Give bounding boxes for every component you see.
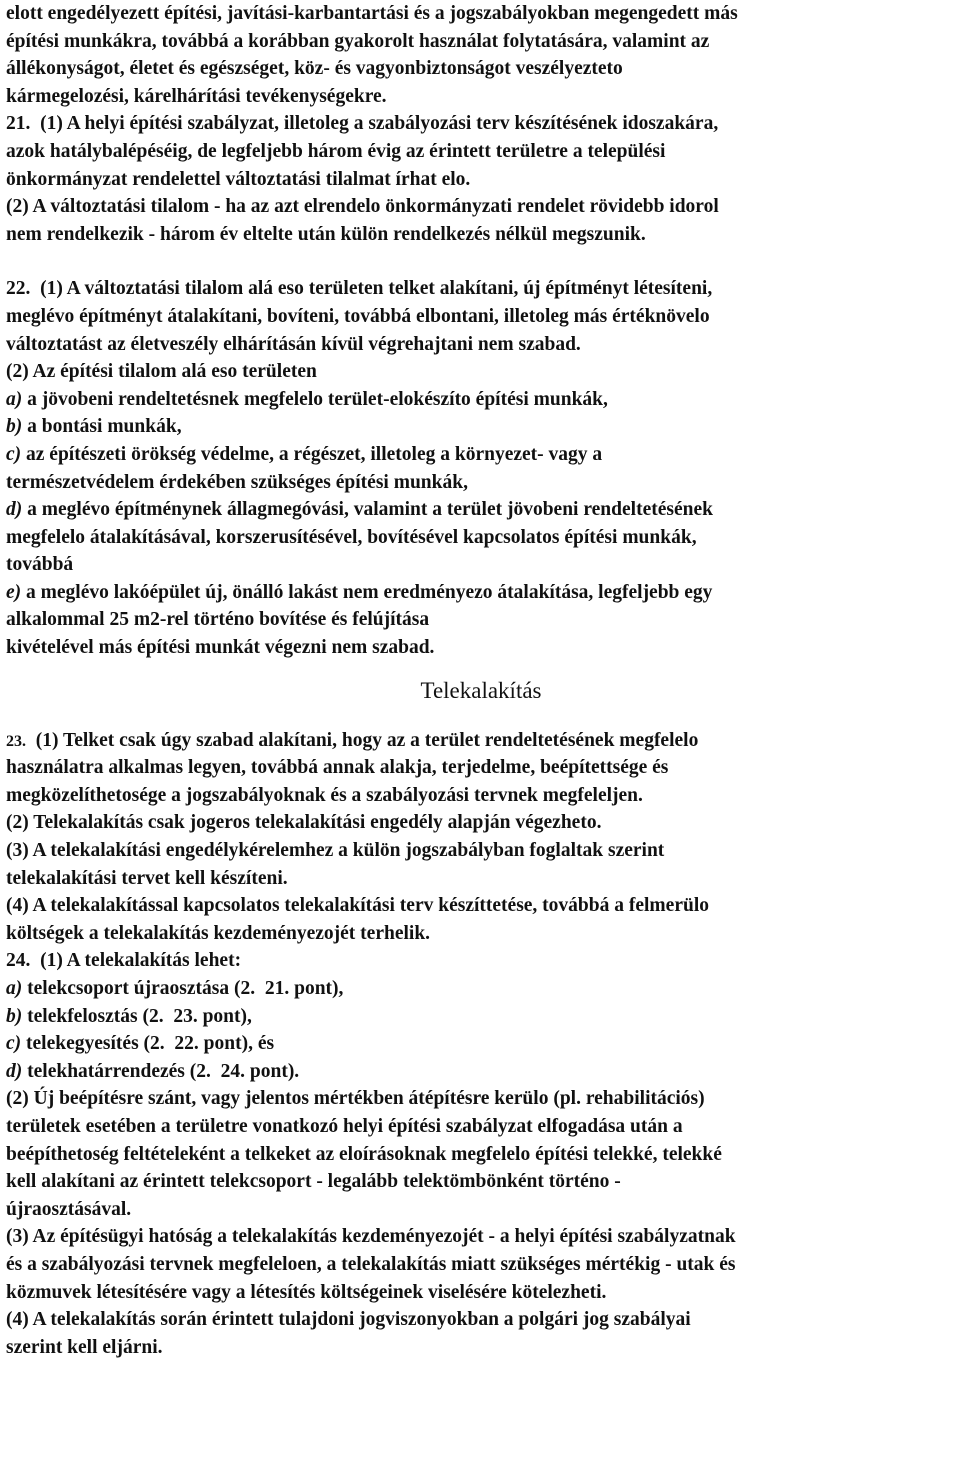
text-line: meglévo építményt átalakítani, bovíteni, továbbá elbontani, illetoleg más értéknövelo — [6, 305, 710, 327]
list-item — [6, 975, 956, 1003]
text-line: (2) Új beépítésre szánt, vagy jelentos mértékben átépítésre kerülo (pl. rehabilitációs) — [6, 1088, 705, 1110]
text-line: építési munkákra, továbbá a korábban gyakorolt használat folytatására, valamint az — [6, 30, 710, 52]
text-line: kármegelozési, kárelhárítási tevékenységekre. — [6, 85, 387, 107]
text-line: közmuvek létesítésére vagy a létesítés költségeinek viselésére kötelezheti. — [6, 1281, 607, 1303]
text-line: (2) Telekalakítás csak jogeros telekalakítási engedély alapján végezheto. — [6, 812, 602, 834]
item-letter: e) — [6, 581, 22, 603]
text-line: változtatást az életveszély elhárításán kívül végrehajtani nem szabad. — [6, 333, 581, 355]
section-23-24 — [6, 727, 956, 1362]
text-line: (4) A telekalakítással kapcsolatos telekalakítási terv készíttetése, továbbá a felmerülo — [6, 895, 709, 917]
list-item — [6, 441, 956, 469]
item-letter: b) — [6, 416, 23, 438]
text-run: (1) Telket csak úgy szabad alakítani, hogy az a terület rendeltetésének megfelelo — [26, 729, 699, 751]
list-item — [6, 1003, 956, 1031]
item-text: kivételével más építési munkát végezni nem szabad. — [6, 637, 435, 659]
text-line: (4) A telekalakítás során érintett tulajdoni jogviszonyokban a polgári jog szabályai — [6, 1309, 691, 1331]
item-letter: d) — [6, 1060, 23, 1082]
item-text: a meglévo építménynek állagmegóvási, valamint a terület jövobeni rendeltetésének — [22, 499, 713, 521]
item-letter: a) — [6, 978, 23, 999]
text-line — [6, 727, 956, 755]
paragraph-gap — [6, 248, 956, 275]
text-line: újraosztásával. — [6, 1198, 132, 1220]
text-line: és a szabályozási tervnek megfeleloen, a telekalakítás miatt szükséges mértékig - utak és — [6, 1253, 736, 1275]
text-line: azok hatálybalépéséig, de legfeljebb három évig az érintett területre a települési — [6, 140, 666, 162]
item-letter: c) — [6, 1033, 22, 1055]
item-text: továbbá — [6, 554, 74, 576]
text-line: beépíthetoség feltételeként a telkeket az eloírásoknak megfelelo építési telekké, telekké — [6, 1143, 722, 1165]
text-line: telekalakítási tervet kell készíteni. — [6, 867, 288, 889]
list-item — [6, 386, 956, 414]
list-item — [6, 579, 956, 607]
list-item — [6, 496, 956, 524]
item-letter: d) — [6, 499, 23, 521]
list-item — [6, 551, 956, 579]
text-line: szerint kell eljárni. — [6, 1336, 163, 1358]
item-text: az építészeti örökség védelme, a régészet, illetoleg a környezet- vagy a — [21, 443, 603, 465]
text-line: megközelíthetosége a jogszabályoknak és a szabályozási tervnek megfeleljen. — [6, 784, 643, 806]
list-item — [6, 413, 956, 441]
section-21 — [6, 110, 956, 248]
item-letter: c) — [6, 443, 22, 465]
list-item — [6, 634, 956, 662]
text-line: használatra alkalmas legyen, továbbá annak alakja, terjedelme, beépítettsége és — [6, 757, 669, 779]
item-text: a meglévo lakóépület új, önálló lakást nem eredményezo átalakítása, legfeljebb egy — [21, 581, 713, 603]
item-text: megfelelo átalakításával, korszerusítésével, bovítésével kapcsolatos építési munkák, — [6, 526, 697, 548]
item-text: telekfelosztás (2. 23. pont), — [22, 1005, 252, 1027]
text-line: területek esetében a területre vonatkozó helyi építési szabályzat elfogadása után a — [6, 1115, 683, 1137]
item-text: a bontási munkák, — [22, 416, 182, 438]
list-item — [6, 1058, 956, 1086]
text-line: (2) Az építési tilalom alá eso területen — [6, 361, 317, 383]
item-text: telekcsoport újraosztása (2. 21. pont), — [22, 978, 344, 999]
text-line: költségek a telekalakítás kezdeményezojét terhelik. — [6, 922, 431, 944]
section-number: 23. — [6, 732, 26, 750]
text-line: önkormányzat rendelettel változtatási tilalmat írhat elo. — [6, 168, 471, 190]
item-text: telekhatárrendezés (2. 24. pont). — [22, 1060, 300, 1082]
text-line: (2) A változtatási tilalom - ha az azt elrendelo önkormányzati rendelet rövidebb idorol — [6, 196, 719, 218]
list-item — [6, 606, 956, 634]
text-line: 21. (1) A helyi építési szabályzat, illetoleg a szabályozási terv készítésének idoszakára, — [6, 113, 719, 135]
document-page — [6, 0, 956, 1361]
text-line: állékonyságot, életet és egészséget, köz- és vagyonbiztonságot veszélyezteto — [6, 58, 623, 80]
text-line: (3) A telekalakítási engedélykérelemhez a külön jogszabályban foglaltak szerint — [6, 840, 665, 862]
text-line: elott engedélyezett építési, javítási-karbantartási és a jogszabályokban megengedett más — [6, 3, 738, 24]
list-item — [6, 1030, 956, 1058]
text-line: nem rendelkezik - három év eltelte után külön rendelkezés nélkül megszunik. — [6, 223, 646, 245]
text-line: kell alakítani az érintett telekcsoport - legalább telektömbönként történo - — [6, 1171, 621, 1193]
text-line: (3) Az építésügyi hatóság a telekalakítás kezdeményezojét - a helyi építési szabályzatnak — [6, 1226, 736, 1248]
item-text: telekegyesítés (2. 22. pont), és — [21, 1033, 275, 1055]
item-letter: a) — [6, 388, 23, 410]
list-item — [6, 469, 956, 497]
item-letter: b) — [6, 1005, 23, 1027]
item-text: a jövobeni rendeltetésnek megfelelo terület-elokészíto építési munkák, — [22, 388, 608, 410]
list-item — [6, 524, 956, 552]
item-text: alkalommal 25 m2-rel történo bovítése és felújítása — [6, 609, 430, 631]
item-text: természetvédelem érdekében szükséges építési munkák, — [6, 471, 468, 493]
section-22 — [6, 275, 956, 661]
section-heading: Telekalakítás — [420, 677, 542, 703]
text-line: 24. (1) A telekalakítás lehet: — [6, 950, 242, 972]
intro-paragraph — [6, 0, 956, 110]
text-line: 22. (1) A változtatási tilalom alá eso területen telket alakítani, új építményt létesíteni, — [6, 278, 713, 300]
